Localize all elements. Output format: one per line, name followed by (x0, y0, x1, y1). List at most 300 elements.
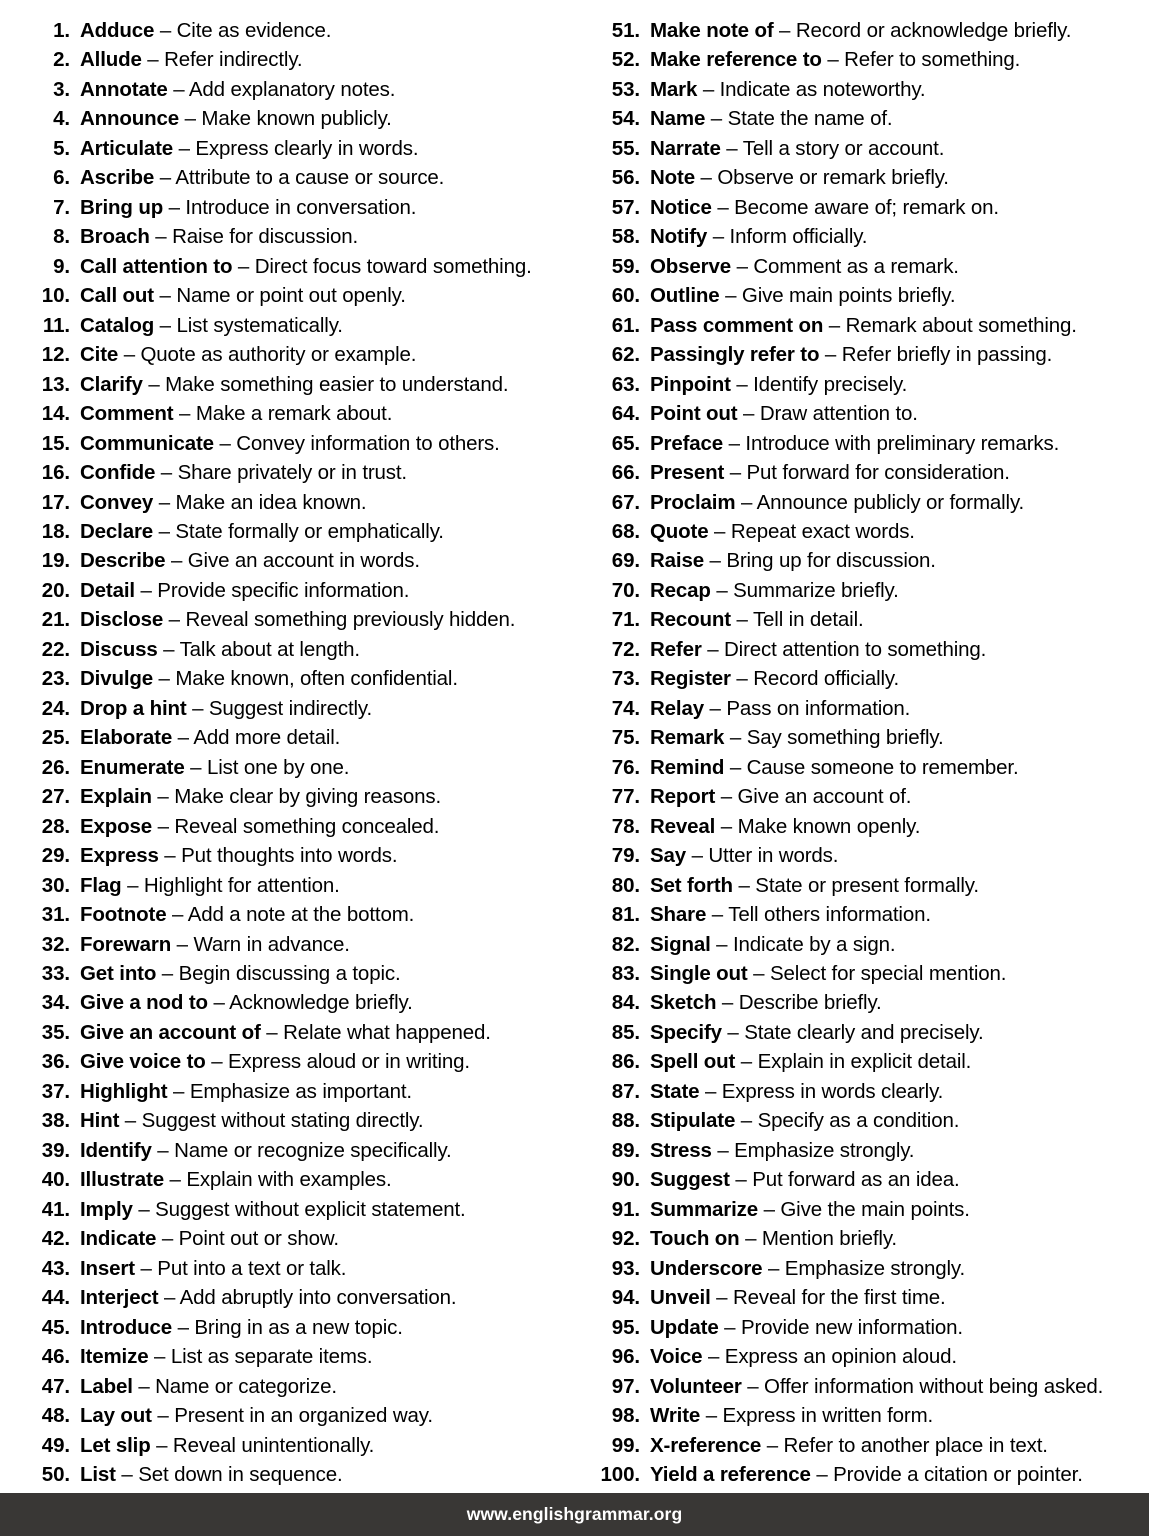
footer-bar (0, 1493, 1149, 1536)
list-item-definition: State formally or emphatically. (175, 519, 444, 543)
list-item-body (640, 605, 864, 634)
list-item-separator: – (158, 490, 170, 514)
list-item-body (640, 1047, 971, 1076)
list-item-separator: – (157, 1404, 169, 1428)
list-item-number: 39. (41, 1138, 70, 1162)
list-item-definition: Point out or show. (178, 1227, 339, 1251)
list-item-body (640, 104, 892, 133)
list-item (18, 1106, 574, 1135)
list-item (588, 16, 1148, 45)
list-item-number: 26. (41, 755, 70, 779)
list-item-number: 34. (41, 991, 70, 1015)
list-item-definition: Add a note at the bottom. (187, 903, 415, 927)
list-item (18, 1077, 574, 1106)
list-item-number: 77. (611, 785, 640, 809)
list-item-body (70, 1224, 339, 1253)
list-item (18, 605, 574, 634)
list-item (18, 841, 574, 870)
list-item-definition: Reveal for the first time. (732, 1286, 946, 1310)
list-item-number: 47. (41, 1374, 70, 1398)
list-item-body (70, 871, 340, 900)
list-item-term: Divulge (80, 667, 153, 691)
list-item-separator: – (169, 1168, 181, 1192)
list-item-term: Express (80, 844, 159, 868)
list-item-term: Remark (650, 726, 725, 750)
list-item-number: 37. (41, 1079, 70, 1103)
list-item-number: 53. (611, 77, 640, 101)
list-item (18, 576, 574, 605)
list-item (588, 134, 1148, 163)
list-item-body (70, 1342, 372, 1371)
list-item-term: Detail (80, 578, 135, 602)
list-item-separator: – (712, 225, 724, 249)
list-item-number: 33. (41, 962, 70, 985)
list-item-number: 27. (41, 785, 70, 809)
list-item-term: Passingly refer to (650, 343, 820, 367)
list-item-separator: – (726, 136, 738, 160)
list-item-term: Make reference to (650, 48, 822, 72)
list-item-term: Explain (80, 785, 152, 809)
list-item-separator: – (828, 313, 841, 337)
list-item (18, 959, 574, 988)
list-item (18, 311, 574, 340)
list-item-term: Articulate (80, 136, 174, 160)
list-item-term: Convey (80, 490, 154, 514)
list-item-body (640, 1401, 933, 1430)
list-item-body (70, 45, 302, 74)
list-item-body (70, 1018, 491, 1047)
list-item-term: Unveil (650, 1286, 711, 1310)
list-item-number: 98. (611, 1404, 640, 1428)
list-item (18, 222, 574, 251)
list-item-separator: – (711, 903, 724, 927)
list-item-body (640, 635, 986, 664)
list-item (18, 193, 574, 222)
list-item-separator: – (173, 77, 185, 101)
list-item-term: Highlight (80, 1079, 168, 1103)
list-item-number: 73. (611, 667, 640, 691)
list-item (18, 664, 574, 693)
list-item-body (640, 1106, 959, 1135)
list-item-term: Footnote (80, 903, 167, 927)
list-item-term: Confide (80, 461, 156, 485)
list-item (588, 1195, 1148, 1224)
list-item (18, 75, 574, 104)
list-item-body (640, 1077, 943, 1106)
list-item-separator: – (824, 343, 837, 367)
list-item-term: Present (650, 461, 725, 485)
list-item-term: Notice (650, 195, 712, 219)
list-item (588, 1313, 1148, 1342)
list-item-body (640, 753, 1019, 782)
list-item-separator: – (707, 637, 719, 661)
list-item-number: 50. (41, 1462, 70, 1486)
list-item-definition: Tell others information. (728, 903, 931, 927)
list-item-separator: – (691, 844, 703, 868)
list-item-number: 41. (41, 1197, 70, 1221)
list-item-number: 70. (611, 578, 640, 602)
list-item-definition: State or present formally. (755, 873, 979, 897)
list-item-definition: Begin discussing a topic. (178, 962, 401, 985)
list-item-term: Elaborate (80, 726, 173, 750)
list-item-number: 38. (41, 1109, 70, 1133)
list-item-separator: – (716, 578, 728, 602)
list-item-number: 14. (41, 402, 70, 426)
list-item-body (70, 546, 420, 575)
list-item (18, 1018, 574, 1047)
list-item-number: 16. (41, 461, 70, 485)
list-item-number: 97. (611, 1374, 640, 1398)
list-item-definition: Direct focus toward something. (254, 254, 532, 278)
list-item-number: 72. (611, 637, 640, 661)
list-item-number: 13. (41, 372, 70, 396)
list-item-definition: Make an idea known. (175, 490, 367, 514)
list-item-definition: Indicate by a sign. (732, 932, 896, 956)
list-item-body (70, 1372, 337, 1401)
list-item-number: 9. (53, 254, 70, 278)
list-item-body (70, 723, 340, 752)
list-item-number: 93. (611, 1256, 640, 1280)
list-item-separator: – (710, 107, 723, 131)
list-item-body (70, 163, 444, 192)
list-item-term: Quote (650, 519, 709, 543)
list-item-body (640, 1283, 946, 1312)
list-item-term: Get into (80, 962, 157, 985)
list-item (588, 871, 1148, 900)
list-item-term: Recount (650, 608, 731, 632)
list-item-term: Label (80, 1374, 133, 1398)
list-item (18, 1431, 574, 1460)
list-item-definition: Refer indirectly. (164, 48, 303, 72)
list-item-body (70, 399, 392, 428)
list-item-term: Note (650, 166, 695, 190)
list-item-definition: Indicate as noteworthy. (719, 77, 926, 101)
list-item (588, 664, 1148, 693)
list-item-definition: Say something briefly. (746, 726, 944, 750)
list-item-term: Notify (650, 225, 708, 249)
list-item-body (70, 1047, 470, 1076)
list-item-separator: – (140, 578, 152, 602)
list-item-separator: – (717, 1138, 729, 1162)
list-item-separator: – (266, 1020, 278, 1044)
list-item-definition: List as separate items. (170, 1345, 373, 1369)
list-item-definition: Express clearly in words. (195, 136, 419, 160)
list-item (18, 281, 574, 310)
list-item (588, 458, 1148, 487)
list-item-number: 57. (611, 195, 640, 219)
list-item-term: Announce (80, 107, 180, 131)
list-item-definition: Suggest indirectly. (208, 696, 373, 720)
list-item (588, 1018, 1148, 1047)
list-item-separator: – (184, 107, 196, 131)
list-item-term: Set forth (650, 873, 733, 897)
list-item (18, 1372, 574, 1401)
list-item-body (640, 546, 936, 575)
list-item-definition: Highlight for attention. (143, 873, 340, 897)
list-item-separator: – (709, 696, 721, 720)
list-item (18, 16, 574, 45)
list-item-definition: Bring up for discussion. (726, 549, 936, 573)
list-item-term: Pinpoint (650, 372, 731, 396)
list-item-definition: Name or categorize. (155, 1374, 337, 1398)
list-item (588, 930, 1148, 959)
list-item-term: Preface (650, 431, 724, 455)
list-item-number: 45. (41, 1315, 70, 1339)
list-item (18, 1342, 574, 1371)
list-item (18, 900, 574, 929)
list-item-body (640, 222, 867, 251)
list-item-body (640, 1018, 984, 1047)
list-item (588, 841, 1148, 870)
list-item (18, 104, 574, 133)
list-item-separator: – (740, 1050, 753, 1074)
list-item (588, 340, 1148, 369)
list-item-term: Update (650, 1315, 719, 1339)
list-item-number: 95. (611, 1315, 640, 1339)
list-item-number: 55. (611, 136, 640, 160)
list-item-body (70, 75, 395, 104)
list-item-number: 69. (611, 549, 640, 573)
list-item-number: 100. (600, 1462, 640, 1486)
list-item-separator: – (738, 873, 750, 897)
list-item-number: 42. (41, 1227, 70, 1251)
list-item-term: Flag (80, 873, 122, 897)
list-item (588, 163, 1148, 192)
list-item-number: 61. (611, 313, 640, 337)
list-item (588, 605, 1148, 634)
list-item-definition: Emphasize as important. (189, 1079, 412, 1103)
list-item (18, 723, 574, 752)
list-item (588, 45, 1148, 74)
list-item (18, 45, 574, 74)
list-item-definition: Identify precisely. (753, 372, 908, 396)
list-item-separator: – (177, 1315, 189, 1339)
list-item-separator: – (740, 490, 753, 514)
list-item-separator: – (720, 814, 733, 838)
list-item-separator: – (154, 1345, 166, 1369)
list-item-separator: – (156, 1433, 168, 1457)
list-item-body (640, 429, 1059, 458)
list-item-number: 43. (41, 1256, 70, 1280)
list-item-definition: Announce publicly or formally. (756, 490, 1025, 514)
list-item-separator: – (728, 431, 740, 455)
list-item-term: Hint (80, 1109, 120, 1133)
list-item-definition: Emphasize strongly. (734, 1138, 915, 1162)
list-item-definition: Quote as authority or example. (140, 343, 417, 367)
list-item-number: 68. (611, 519, 640, 543)
list-item-definition: Pass on information. (726, 696, 911, 720)
list-item (588, 635, 1148, 664)
list-item-separator: – (743, 402, 755, 426)
list-item-separator: – (213, 991, 225, 1015)
list-item-number: 81. (611, 903, 640, 927)
two-column-list (0, 16, 1149, 1489)
list-item-separator: – (138, 1374, 150, 1398)
list-item-term: Summarize (650, 1197, 759, 1221)
list-item-term: Single out (650, 962, 748, 985)
list-item-number: 17. (41, 490, 70, 514)
list-item-body (640, 1372, 1103, 1401)
list-item-definition: Give the main points. (780, 1197, 970, 1221)
list-item (18, 429, 574, 458)
list-item-definition: Express in written form. (722, 1404, 934, 1428)
list-item-number: 48. (41, 1404, 70, 1428)
list-item-term: Drop a hint (80, 696, 187, 720)
list-item (18, 871, 574, 900)
list-item-term: Proclaim (650, 490, 736, 514)
list-item-definition: Relate what happened. (283, 1020, 491, 1044)
list-item (18, 930, 574, 959)
list-item-number: 24. (41, 696, 70, 720)
list-item (588, 782, 1148, 811)
list-item (588, 222, 1148, 251)
list-item-body (70, 281, 406, 310)
list-item-number: 76. (611, 755, 640, 779)
list-item-separator: – (736, 254, 748, 278)
list-item-number: 78. (611, 814, 640, 838)
left-column (0, 16, 574, 1489)
list-item-term: Bring up (80, 195, 164, 219)
list-item-definition: Utter in words. (708, 844, 839, 868)
list-item-definition: Present in an organized way. (174, 1404, 433, 1428)
list-item (588, 429, 1148, 458)
list-item-number: 88. (611, 1109, 640, 1133)
list-item-number: 20. (41, 578, 70, 602)
list-item-term: Broach (80, 225, 150, 249)
list-item-term: Name (650, 107, 706, 131)
list-item (18, 340, 574, 369)
list-item (18, 163, 574, 192)
list-item-body (70, 104, 392, 133)
list-item-definition: State clearly and precisely. (744, 1020, 984, 1044)
list-item-body (640, 399, 918, 428)
list-item-term: State (650, 1079, 700, 1103)
list-item-separator: – (164, 844, 176, 868)
list-item-body (640, 1224, 897, 1253)
list-item-number: 23. (41, 667, 70, 691)
list-item-term: Communicate (80, 431, 214, 455)
list-item-body (70, 605, 515, 634)
list-item-definition: Put forward as an idea. (752, 1168, 960, 1192)
list-item-body (70, 1313, 403, 1342)
list-item-definition: Put into a text or talk. (157, 1256, 347, 1280)
list-item-term: Yield a reference (650, 1462, 811, 1486)
list-item-body (70, 635, 360, 664)
list-item-term: Give a nod to (80, 991, 208, 1015)
list-item (588, 1136, 1148, 1165)
list-item-term: Clarify (80, 372, 143, 396)
list-item-body (640, 1342, 957, 1371)
list-item-number: 92. (611, 1227, 640, 1251)
list-item-body (70, 252, 532, 281)
list-item-term: Say (650, 844, 687, 868)
list-item-definition: Direct attention to something. (724, 637, 987, 661)
list-item-number: 84. (611, 991, 640, 1015)
list-item-definition: Attribute to a cause or source. (175, 166, 445, 190)
list-item-term: Introduce (80, 1315, 173, 1339)
list-item-number: 5. (53, 136, 70, 160)
list-item-body (640, 694, 910, 723)
list-item-definition: Mention briefly. (761, 1227, 897, 1251)
list-item-body (640, 163, 949, 192)
list-item (18, 458, 574, 487)
list-item-separator: – (124, 1109, 137, 1133)
list-item-number: 11. (42, 313, 70, 337)
list-item-number: 21. (41, 608, 70, 632)
list-item-definition: Explain with examples. (186, 1168, 392, 1192)
list-item-term: Identify (80, 1138, 152, 1162)
list-item-body (70, 134, 418, 163)
list-item (588, 252, 1148, 281)
list-item-separator: – (747, 1374, 759, 1398)
list-item-term: Narrate (650, 136, 721, 160)
list-item-separator: – (727, 1020, 739, 1044)
list-item-separator: – (721, 991, 734, 1015)
list-item (588, 812, 1148, 841)
list-item-term: Share (650, 903, 707, 927)
list-item-body (640, 370, 907, 399)
list-item-term: Recap (650, 578, 711, 602)
list-item-body (640, 193, 999, 222)
list-item-separator: – (219, 431, 231, 455)
list-item-definition: List systematically. (176, 313, 343, 337)
list-item-definition: Add abruptly into conversation. (179, 1286, 457, 1310)
list-item-separator: – (729, 461, 741, 485)
list-item-definition: Convey information to others. (236, 431, 500, 455)
list-item (588, 1283, 1148, 1312)
list-item-body (70, 576, 409, 605)
list-item-number: 79. (611, 844, 640, 868)
list-item-number: 67. (611, 490, 640, 514)
list-item (18, 1254, 574, 1283)
list-item-number: 19. (41, 549, 70, 573)
list-item-separator: – (127, 873, 139, 897)
list-item-body (640, 1165, 960, 1194)
list-item-separator: – (716, 932, 728, 956)
list-item-body (70, 753, 349, 782)
list-item-body (70, 1283, 456, 1312)
list-item-separator: – (736, 667, 748, 691)
list-item-separator: – (190, 755, 202, 779)
list-item-term: Imply (80, 1197, 133, 1221)
list-item-definition: List one by one. (206, 755, 350, 779)
list-item-separator: – (179, 402, 191, 426)
list-item-body (70, 1077, 412, 1106)
list-item (18, 517, 574, 546)
list-item-term: Describe (80, 549, 166, 573)
list-item-number: 1. (53, 19, 70, 42)
list-item-separator: – (779, 19, 791, 42)
list-item-number: 18. (41, 519, 70, 543)
list-item-term: Lay out (80, 1404, 152, 1428)
list-item (588, 1254, 1148, 1283)
list-item-term: Voice (650, 1345, 703, 1369)
list-item-body (70, 488, 366, 517)
list-item-body (640, 1254, 965, 1283)
list-item-term: Let slip (80, 1433, 151, 1457)
list-item-term: Expose (80, 814, 153, 838)
list-item-number: 58. (611, 225, 640, 249)
list-item-term: Point out (650, 402, 738, 426)
list-item-definition: Make known, often confidential. (175, 667, 458, 691)
list-item-definition: Refer to another place in text. (783, 1433, 1048, 1457)
list-item-term: Interject (80, 1286, 159, 1310)
list-item-separator: – (158, 667, 170, 691)
list-item-body (640, 134, 944, 163)
list-item-body (70, 900, 414, 929)
list-item-number: 90. (611, 1168, 640, 1192)
list-item-separator: – (192, 696, 204, 720)
